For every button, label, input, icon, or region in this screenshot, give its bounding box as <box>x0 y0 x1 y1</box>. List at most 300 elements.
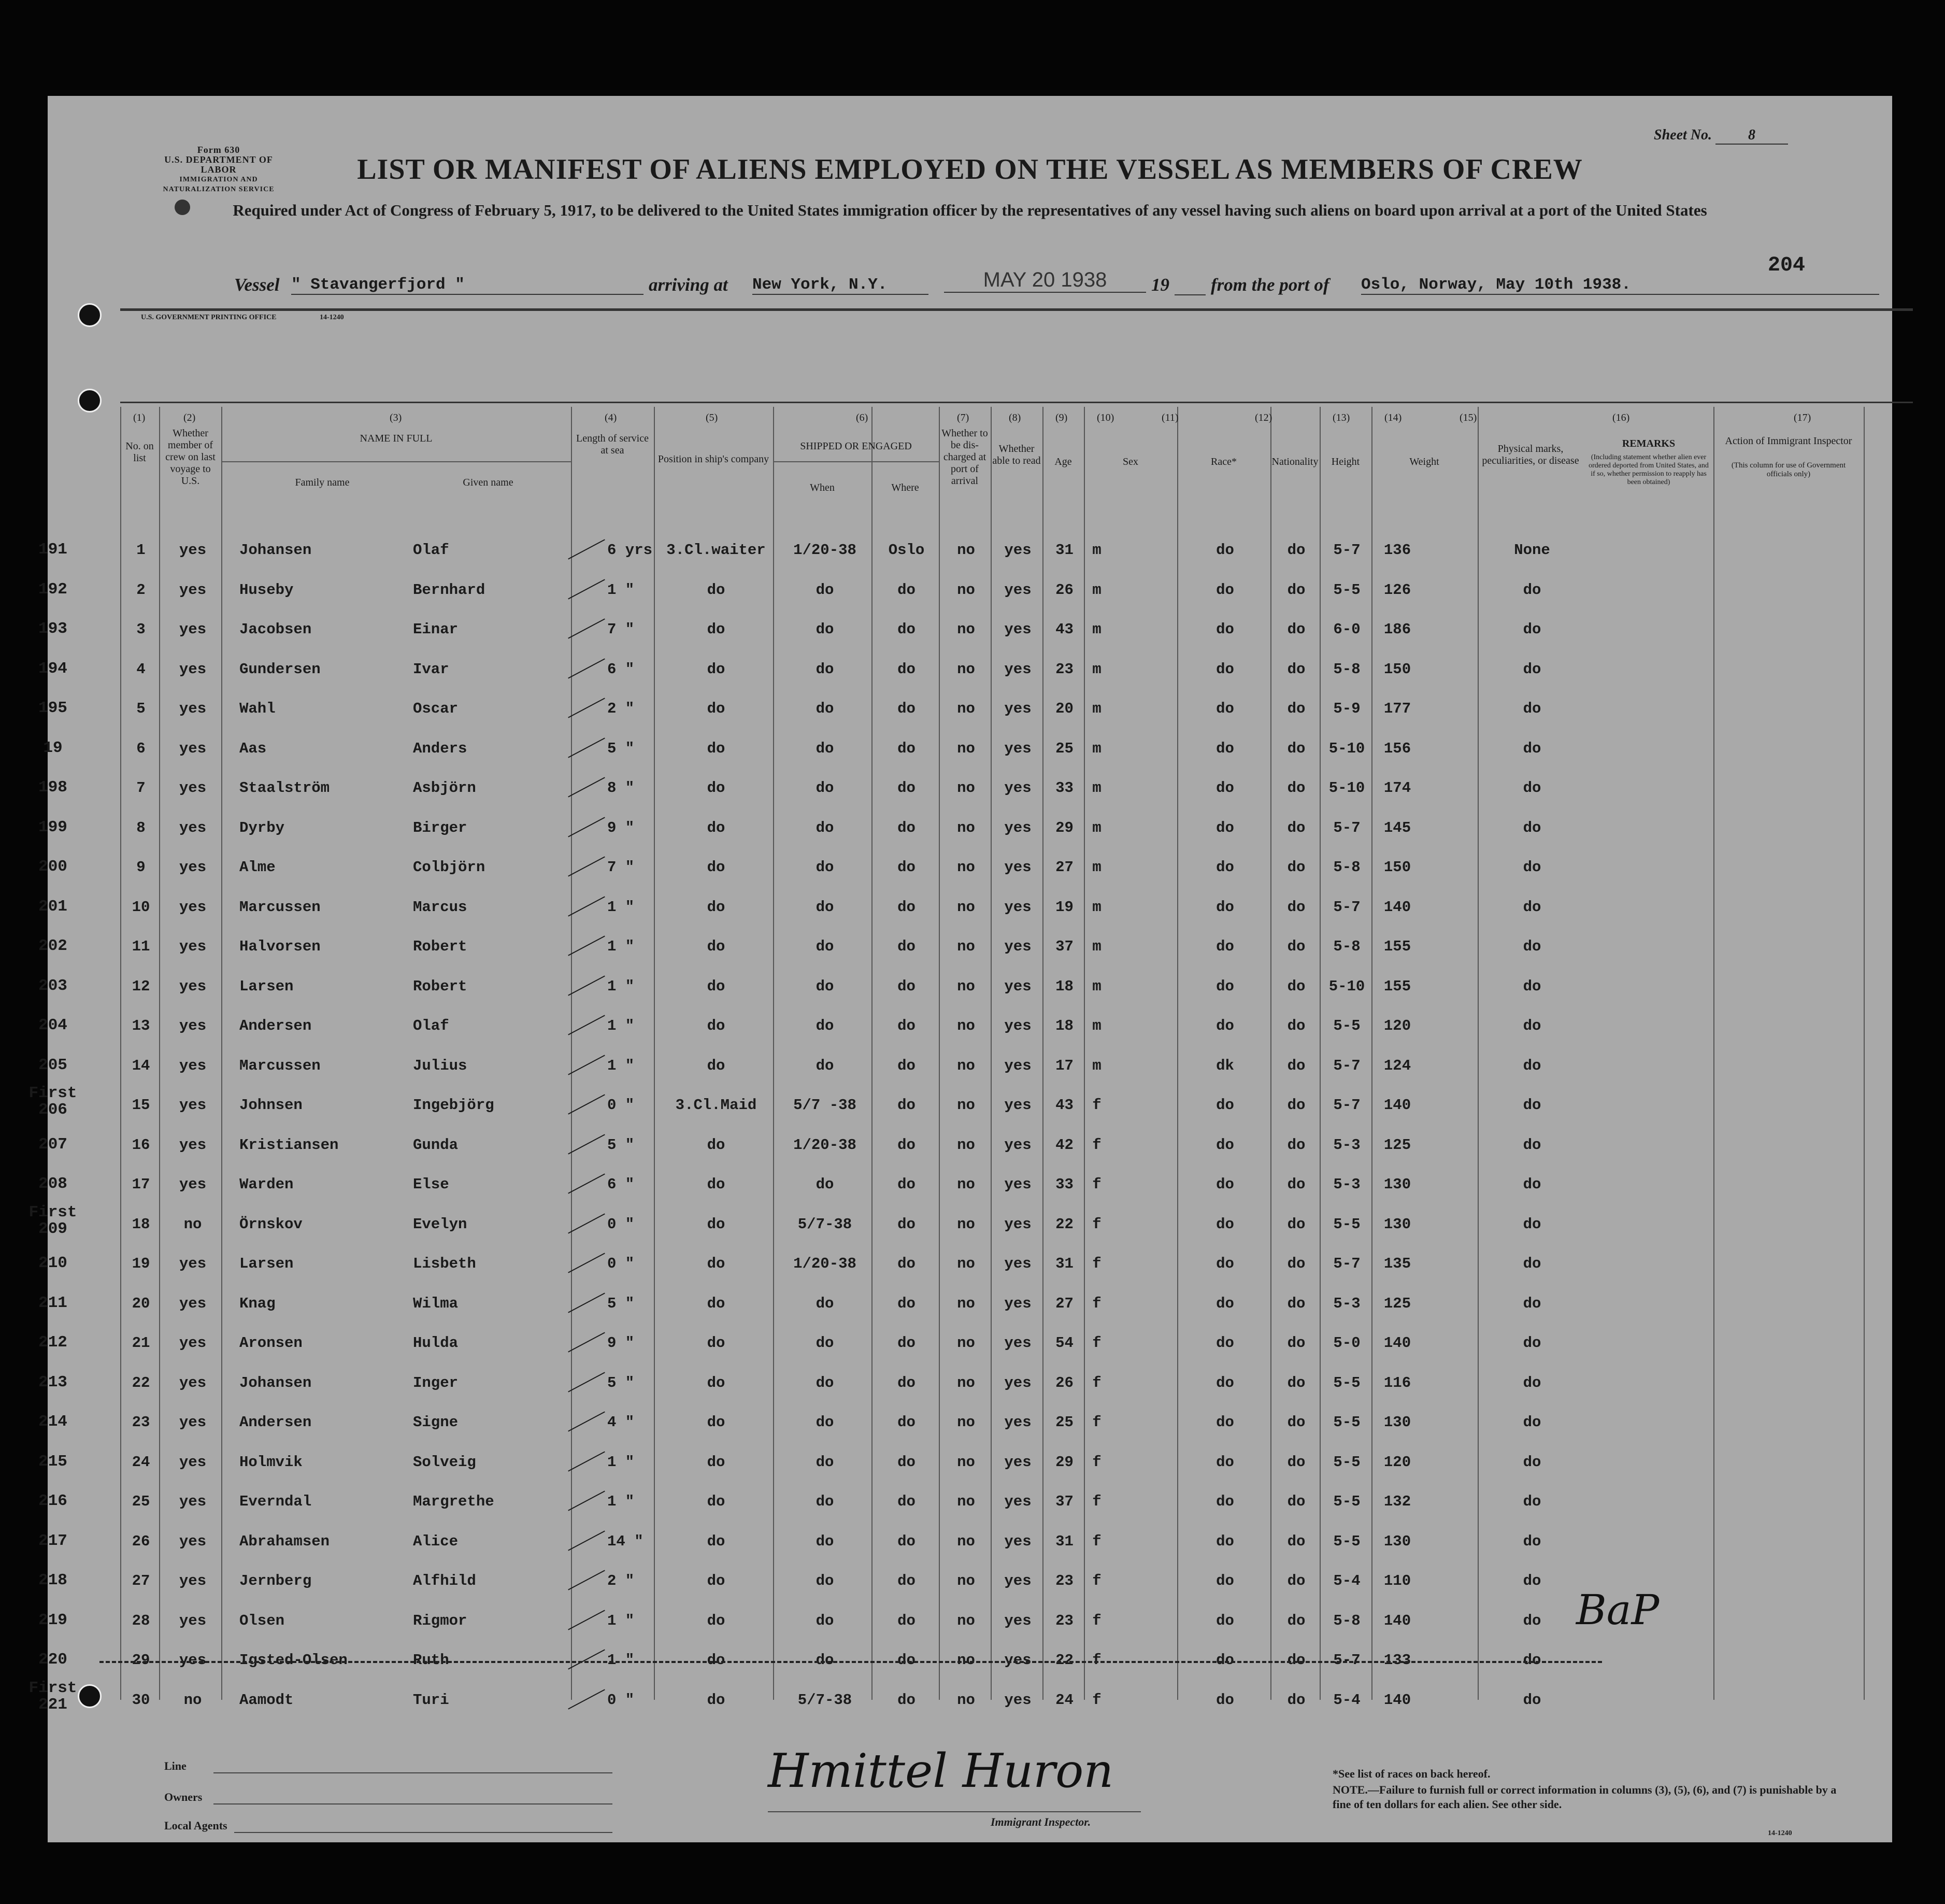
cell-race: do <box>1216 1691 1234 1709</box>
cell-service: 1 " <box>607 1453 635 1471</box>
cell-race: do <box>1216 1532 1234 1550</box>
cell-where: do <box>897 898 916 916</box>
cell-given: Colbjörn <box>413 859 485 876</box>
cell-no: 20 <box>132 1295 150 1312</box>
cell-marks: do <box>1523 700 1541 717</box>
check-mark-icon <box>568 1411 605 1431</box>
cell-position: 3.Cl.waiter <box>666 542 766 559</box>
manifest-line-number: 212 <box>38 1333 67 1352</box>
cell-read: yes <box>1004 1493 1032 1510</box>
cell-weight: 135 <box>1383 1255 1411 1272</box>
check-mark-icon <box>568 1570 605 1590</box>
header-family-name: Family name <box>295 477 350 488</box>
cell-position: do <box>707 660 725 678</box>
table-row <box>38 541 1892 581</box>
cell-weight: 140 <box>1383 1612 1411 1629</box>
cell-disch: no <box>957 1691 975 1709</box>
cell-weight: 174 <box>1383 779 1411 797</box>
cell-height: 5-7 <box>1333 1652 1361 1669</box>
cell-where: do <box>897 1652 916 1669</box>
table-row <box>28 1203 1892 1255</box>
cell-sex: m <box>1092 542 1102 559</box>
cell-where: do <box>897 1691 916 1709</box>
cell-nat: do <box>1287 621 1306 638</box>
cell-height: 5-8 <box>1333 938 1361 955</box>
cell-race: do <box>1216 700 1234 717</box>
cell-height: 5-9 <box>1333 700 1361 717</box>
cell-position: do <box>707 1414 725 1431</box>
cell-weight: 130 <box>1383 1532 1411 1550</box>
manifest-line-number: First 209 <box>28 1203 77 1238</box>
cell-sex: f <box>1092 1374 1102 1391</box>
penalty-note: NOTE.—Failure to furnish full or correct information in columns (3), (5), (6), and (7) is punishable by a fine of ten dollars for each alien. See other side. <box>1333 1783 1837 1811</box>
cell-read: yes <box>1004 1334 1032 1352</box>
col-number: (17) <box>1794 412 1811 423</box>
cell-family: Staalström <box>239 779 330 797</box>
cell-height: 5-8 <box>1333 660 1361 678</box>
cell-race: do <box>1216 1453 1234 1471</box>
cell-service: 5 " <box>607 1295 635 1312</box>
cell-height: 5-5 <box>1333 1532 1361 1550</box>
cell-crew: yes <box>179 581 207 599</box>
cell-marks: do <box>1523 977 1541 995</box>
cell-family: Wahl <box>239 700 276 717</box>
cell-where: do <box>897 1453 916 1471</box>
table-row <box>38 659 1892 700</box>
cell-nat: do <box>1287 1652 1306 1669</box>
col-number: (12) <box>1255 412 1272 423</box>
cell-age: 29 <box>1055 819 1074 836</box>
cell-marks: do <box>1523 1057 1541 1074</box>
cell-age: 27 <box>1055 1295 1074 1312</box>
header-physical-marks: Physical marks, peculiarities, or disease <box>1482 443 1579 466</box>
col-number: (7) <box>957 412 969 423</box>
check-mark-icon <box>568 1292 605 1313</box>
cell-disch: no <box>957 1532 975 1550</box>
check-mark-icon <box>568 1213 605 1233</box>
cell-when: do <box>816 1453 834 1471</box>
cell-family: Abrahamsen <box>239 1532 330 1550</box>
cell-read: yes <box>1004 660 1032 678</box>
cell-crew: yes <box>179 542 207 559</box>
cell-where: do <box>897 1612 916 1629</box>
cell-nat: do <box>1287 1612 1306 1629</box>
cell-position: do <box>707 1572 725 1589</box>
cell-given: Oscar <box>413 700 459 717</box>
cell-disch: no <box>957 700 975 717</box>
cell-service: 6 " <box>607 1176 635 1193</box>
check-mark-icon <box>568 975 605 996</box>
cell-where: do <box>897 779 916 797</box>
check-mark-icon <box>568 658 605 678</box>
check-mark-icon <box>568 579 605 599</box>
cell-given: Ivar <box>413 660 449 678</box>
cell-sex: m <box>1092 621 1102 638</box>
cell-marks: do <box>1523 1097 1541 1114</box>
cell-nat: do <box>1287 542 1306 559</box>
cell-nat: do <box>1287 740 1306 757</box>
cell-no: 27 <box>132 1572 150 1589</box>
cell-sex: f <box>1092 1255 1102 1272</box>
cell-sex: m <box>1092 859 1102 876</box>
cell-position: do <box>707 740 725 757</box>
manifest-line-number: First 206 <box>28 1084 77 1119</box>
punch-hole-icon <box>78 389 102 413</box>
cell-age: 24 <box>1055 1691 1074 1709</box>
cell-disch: no <box>957 779 975 797</box>
cell-nat: do <box>1287 1414 1306 1431</box>
cell-crew: yes <box>179 1414 207 1431</box>
cell-given: Evelyn <box>413 1215 467 1233</box>
cell-marks: do <box>1523 1493 1541 1510</box>
cell-nat: do <box>1287 1017 1306 1034</box>
check-mark-icon <box>568 1173 605 1193</box>
cell-marks: do <box>1523 1691 1541 1709</box>
cell-weight: 110 <box>1383 1572 1411 1589</box>
cell-family: Andersen <box>239 1017 312 1034</box>
cell-disch: no <box>957 1414 975 1431</box>
cell-sex: m <box>1092 779 1102 797</box>
check-mark-icon <box>568 817 605 837</box>
cell-position: do <box>707 700 725 717</box>
cell-given: Hulda <box>413 1334 459 1352</box>
cell-when: do <box>816 938 834 955</box>
cell-given: Robert <box>413 977 467 995</box>
punch-hole-icon <box>78 303 102 327</box>
cell-weight: 125 <box>1383 1136 1411 1154</box>
check-mark-icon <box>568 1253 605 1273</box>
cell-position: do <box>707 621 725 638</box>
cell-no: 14 <box>132 1057 150 1074</box>
col-number: (15) <box>1460 412 1477 423</box>
manifest-line-number: 218 <box>38 1571 67 1589</box>
cell-family: Aronsen <box>239 1334 303 1352</box>
cell-service: 1 " <box>607 1612 635 1629</box>
cell-weight: 133 <box>1383 1652 1411 1669</box>
cell-position: do <box>707 1652 725 1669</box>
cell-no: 17 <box>132 1176 150 1193</box>
cell-no: 13 <box>132 1017 150 1034</box>
line-blank <box>213 1772 612 1773</box>
header-age: Age <box>1054 456 1072 467</box>
cell-position: do <box>707 1057 725 1074</box>
cell-where: do <box>897 1215 916 1233</box>
table-row <box>38 1531 1892 1572</box>
cell-sex: m <box>1092 660 1102 678</box>
cell-crew: yes <box>179 1652 207 1669</box>
printer-name: U.S. GOVERNMENT PRINTING OFFICE <box>141 314 277 321</box>
cell-family: Jacobsen <box>239 621 312 638</box>
manifest-line-number: 202 <box>38 937 67 955</box>
arrival-port: New York, N.Y. <box>752 276 928 295</box>
col-number: (11) <box>1162 412 1179 423</box>
manifest-line-number: 210 <box>38 1254 67 1272</box>
cell-crew: yes <box>179 700 207 717</box>
check-mark-icon <box>568 1451 605 1471</box>
cell-race: do <box>1216 1255 1234 1272</box>
cell-nat: do <box>1287 859 1306 876</box>
cell-disch: no <box>957 1097 975 1114</box>
cell-position: do <box>707 1493 725 1510</box>
vessel-name: " Stavangerfjord " <box>291 276 643 295</box>
cell-given: Asbjörn <box>413 779 476 797</box>
header-nationality: Nationality <box>1271 456 1319 467</box>
cell-race: do <box>1216 1493 1234 1510</box>
cell-family: Jernberg <box>239 1572 312 1589</box>
cell-sex: m <box>1092 938 1102 955</box>
cell-position: do <box>707 1017 725 1034</box>
table-row <box>38 1254 1892 1295</box>
cell-weight: 140 <box>1383 1691 1411 1709</box>
cell-disch: no <box>957 938 975 955</box>
cell-read: yes <box>1004 1453 1032 1471</box>
cell-race: do <box>1216 660 1234 678</box>
header-inspector-action-note: (This column for use of Government officials only) <box>1731 461 1846 478</box>
cell-age: 33 <box>1055 779 1074 797</box>
cell-family: Marcussen <box>239 1057 321 1074</box>
cell-disch: no <box>957 1215 975 1233</box>
col-number: (13) <box>1333 412 1350 423</box>
cell-position: do <box>707 819 725 836</box>
cell-marks: do <box>1523 1612 1541 1629</box>
cell-where: do <box>897 1017 916 1034</box>
cell-weight: 130 <box>1383 1215 1411 1233</box>
sheet-number-field <box>1654 127 1788 145</box>
cell-race: do <box>1216 1017 1234 1034</box>
check-mark-icon <box>568 1649 605 1669</box>
local-agents-label: Local Agents <box>164 1819 227 1832</box>
cell-no: 23 <box>132 1414 150 1431</box>
cell-crew: yes <box>179 1295 207 1312</box>
cell-age: 31 <box>1055 1532 1074 1550</box>
cell-age: 23 <box>1055 660 1074 678</box>
cell-sex: m <box>1092 1017 1102 1034</box>
cell-nat: do <box>1287 581 1306 599</box>
cell-when: 1/20-38 <box>793 1255 856 1272</box>
strike-through-line <box>99 1661 1602 1663</box>
cell-weight: 132 <box>1383 1493 1411 1510</box>
cell-service: 0 " <box>607 1691 635 1709</box>
cell-marks: do <box>1523 1334 1541 1352</box>
cell-marks: do <box>1523 1255 1541 1272</box>
cell-no: 2 <box>136 581 146 599</box>
cell-position: do <box>707 938 725 955</box>
cell-when: do <box>816 1493 834 1510</box>
cell-service: 9 " <box>607 819 635 836</box>
table-row <box>38 1413 1892 1453</box>
cell-when: do <box>816 581 834 599</box>
cell-sex: f <box>1092 1453 1102 1471</box>
cell-weight: 186 <box>1383 621 1411 638</box>
cell-family: Olsen <box>239 1612 285 1629</box>
cell-age: 19 <box>1055 898 1074 916</box>
cell-position: do <box>707 1374 725 1391</box>
cell-race: do <box>1216 977 1234 995</box>
cell-nat: do <box>1287 1572 1306 1589</box>
cell-service: 14 " <box>607 1532 643 1550</box>
manifest-line-number: 192 <box>38 580 67 599</box>
cell-no: 5 <box>136 700 146 717</box>
cell-nat: do <box>1287 1097 1306 1114</box>
check-mark-icon <box>568 935 605 956</box>
col-number: (8) <box>1009 412 1021 423</box>
check-mark-icon <box>568 1490 605 1511</box>
cell-position: do <box>707 1612 725 1629</box>
sheet-number: 8 <box>1715 127 1788 145</box>
cell-read: yes <box>1004 819 1032 836</box>
table-row <box>38 778 1892 819</box>
cell-when: 5/7-38 <box>797 1691 852 1709</box>
cell-crew: yes <box>179 1017 207 1034</box>
cell-service: 8 " <box>607 779 635 797</box>
manifest-line-number: 199 <box>38 818 67 836</box>
header-given-name: Given name <box>463 477 513 488</box>
cell-nat: do <box>1287 1295 1306 1312</box>
cell-crew: yes <box>179 779 207 797</box>
cell-where: do <box>897 1334 916 1352</box>
cell-when: do <box>816 700 834 717</box>
cell-nat: do <box>1287 779 1306 797</box>
cell-no: 4 <box>136 660 146 678</box>
cell-crew: yes <box>179 938 207 955</box>
cell-no: 1 <box>136 542 146 559</box>
cell-race: do <box>1216 1414 1234 1431</box>
cell-race: do <box>1216 542 1234 559</box>
manifest-line-number: 19 <box>43 738 63 757</box>
cell-family: Larsen <box>239 977 294 995</box>
sheet-label: Sheet No. <box>1654 127 1712 143</box>
cell-height: 5-8 <box>1333 859 1361 876</box>
cell-read: yes <box>1004 1176 1032 1193</box>
cell-weight: 177 <box>1383 700 1411 717</box>
cell-service: 0 " <box>607 1215 635 1233</box>
cell-service: 6 " <box>607 660 635 678</box>
cell-disch: no <box>957 1652 975 1669</box>
cell-family: Kristiansen <box>239 1136 339 1154</box>
cell-marks: do <box>1523 660 1541 678</box>
cell-weight: 150 <box>1383 660 1411 678</box>
cell-read: yes <box>1004 1532 1032 1550</box>
cell-family: Örnskov <box>239 1215 303 1233</box>
header-rule <box>773 461 939 462</box>
cell-family: Knag <box>239 1295 276 1312</box>
cell-age: 17 <box>1055 1057 1074 1074</box>
check-mark-icon <box>568 1134 605 1154</box>
cell-crew: yes <box>179 1097 207 1114</box>
cell-service: 2 " <box>607 1572 635 1589</box>
inspector-label: Immigrant Inspector. <box>991 1815 1091 1828</box>
cell-when: do <box>816 1572 834 1589</box>
cell-marks: do <box>1523 740 1541 757</box>
cell-read: yes <box>1004 779 1032 797</box>
cell-disch: no <box>957 1255 975 1272</box>
cell-where: do <box>897 1057 916 1074</box>
departure-port: Oslo, Norway, May 10th 1938. <box>1361 276 1879 295</box>
cell-height: 5-3 <box>1333 1295 1361 1312</box>
cell-read: yes <box>1004 740 1032 757</box>
cell-family: Aamodt <box>239 1691 294 1709</box>
cell-marks: do <box>1523 1215 1541 1233</box>
cell-service: 4 " <box>607 1414 635 1431</box>
manifest-line-number: 201 <box>38 897 67 916</box>
cell-race: dk <box>1216 1057 1234 1074</box>
cell-age: 33 <box>1055 1176 1074 1193</box>
cell-where: do <box>897 700 916 717</box>
manifest-line-number: First 221 <box>28 1679 77 1714</box>
cell-height: 5-5 <box>1333 1374 1361 1391</box>
cell-position: do <box>707 977 725 995</box>
cell-weight: 116 <box>1383 1374 1411 1391</box>
cell-nat: do <box>1287 700 1306 717</box>
cell-sex: m <box>1092 700 1102 717</box>
cell-when: do <box>816 621 834 638</box>
cell-marks: do <box>1523 819 1541 836</box>
cell-race: do <box>1216 898 1234 916</box>
cell-sex: f <box>1092 1414 1102 1431</box>
cell-where: do <box>897 819 916 836</box>
header-inspector-action: Action of Immigrant Inspector <box>1725 435 1852 447</box>
table-top-rule <box>120 308 1913 311</box>
cell-no: 30 <box>132 1691 150 1709</box>
cell-weight: 130 <box>1383 1414 1411 1431</box>
cell-crew: yes <box>179 1334 207 1352</box>
cell-disch: no <box>957 542 975 559</box>
cell-race: do <box>1216 1215 1234 1233</box>
owners-blank <box>213 1803 612 1804</box>
cell-when: do <box>816 740 834 757</box>
cell-disch: no <box>957 1057 975 1074</box>
cell-age: 37 <box>1055 938 1074 955</box>
manifest-line-number: 214 <box>38 1413 67 1431</box>
check-mark-icon <box>568 737 605 758</box>
cell-position: do <box>707 859 725 876</box>
cell-sex: m <box>1092 1057 1102 1074</box>
cell-race: do <box>1216 1097 1234 1114</box>
punch-hole-icon <box>78 1684 102 1708</box>
cell-no: 12 <box>132 977 150 995</box>
check-mark-icon <box>568 777 605 797</box>
cell-age: 26 <box>1055 581 1074 599</box>
cell-position: do <box>707 581 725 599</box>
cell-race: do <box>1216 938 1234 955</box>
cell-when: 1/20-38 <box>793 1136 856 1154</box>
col-number: (16) <box>1612 412 1630 423</box>
cell-disch: no <box>957 1295 975 1312</box>
cell-service: 1 " <box>607 1057 635 1074</box>
cell-given: Anders <box>413 740 467 757</box>
vessel-label: Vessel <box>234 275 280 295</box>
cell-read: yes <box>1004 1295 1032 1312</box>
table-row <box>38 1135 1892 1176</box>
table-row <box>38 1016 1892 1057</box>
cell-height: 5-5 <box>1333 1414 1361 1431</box>
table-row <box>38 976 1892 1017</box>
form-code: 14-1240 <box>1768 1829 1792 1837</box>
cell-nat: do <box>1287 1334 1306 1352</box>
cell-sex: f <box>1092 1652 1102 1669</box>
cell-read: yes <box>1004 977 1032 995</box>
cell-marks: do <box>1523 1295 1541 1312</box>
cell-marks: do <box>1523 1176 1541 1193</box>
cell-nat: do <box>1287 819 1306 836</box>
table-row <box>38 1651 1892 1691</box>
cell-where: do <box>897 1295 916 1312</box>
cell-no: 7 <box>136 779 146 797</box>
cell-position: do <box>707 1255 725 1272</box>
cell-weight: 126 <box>1383 581 1411 599</box>
cell-given: Alfhild <box>413 1572 476 1589</box>
page-subtitle: Required under Act of Congress of February 5, 1917, to be delivered to the United States immigration officer by the representatives of any vessel having such aliens on board upon arrival at a port of the United States <box>233 201 1707 219</box>
